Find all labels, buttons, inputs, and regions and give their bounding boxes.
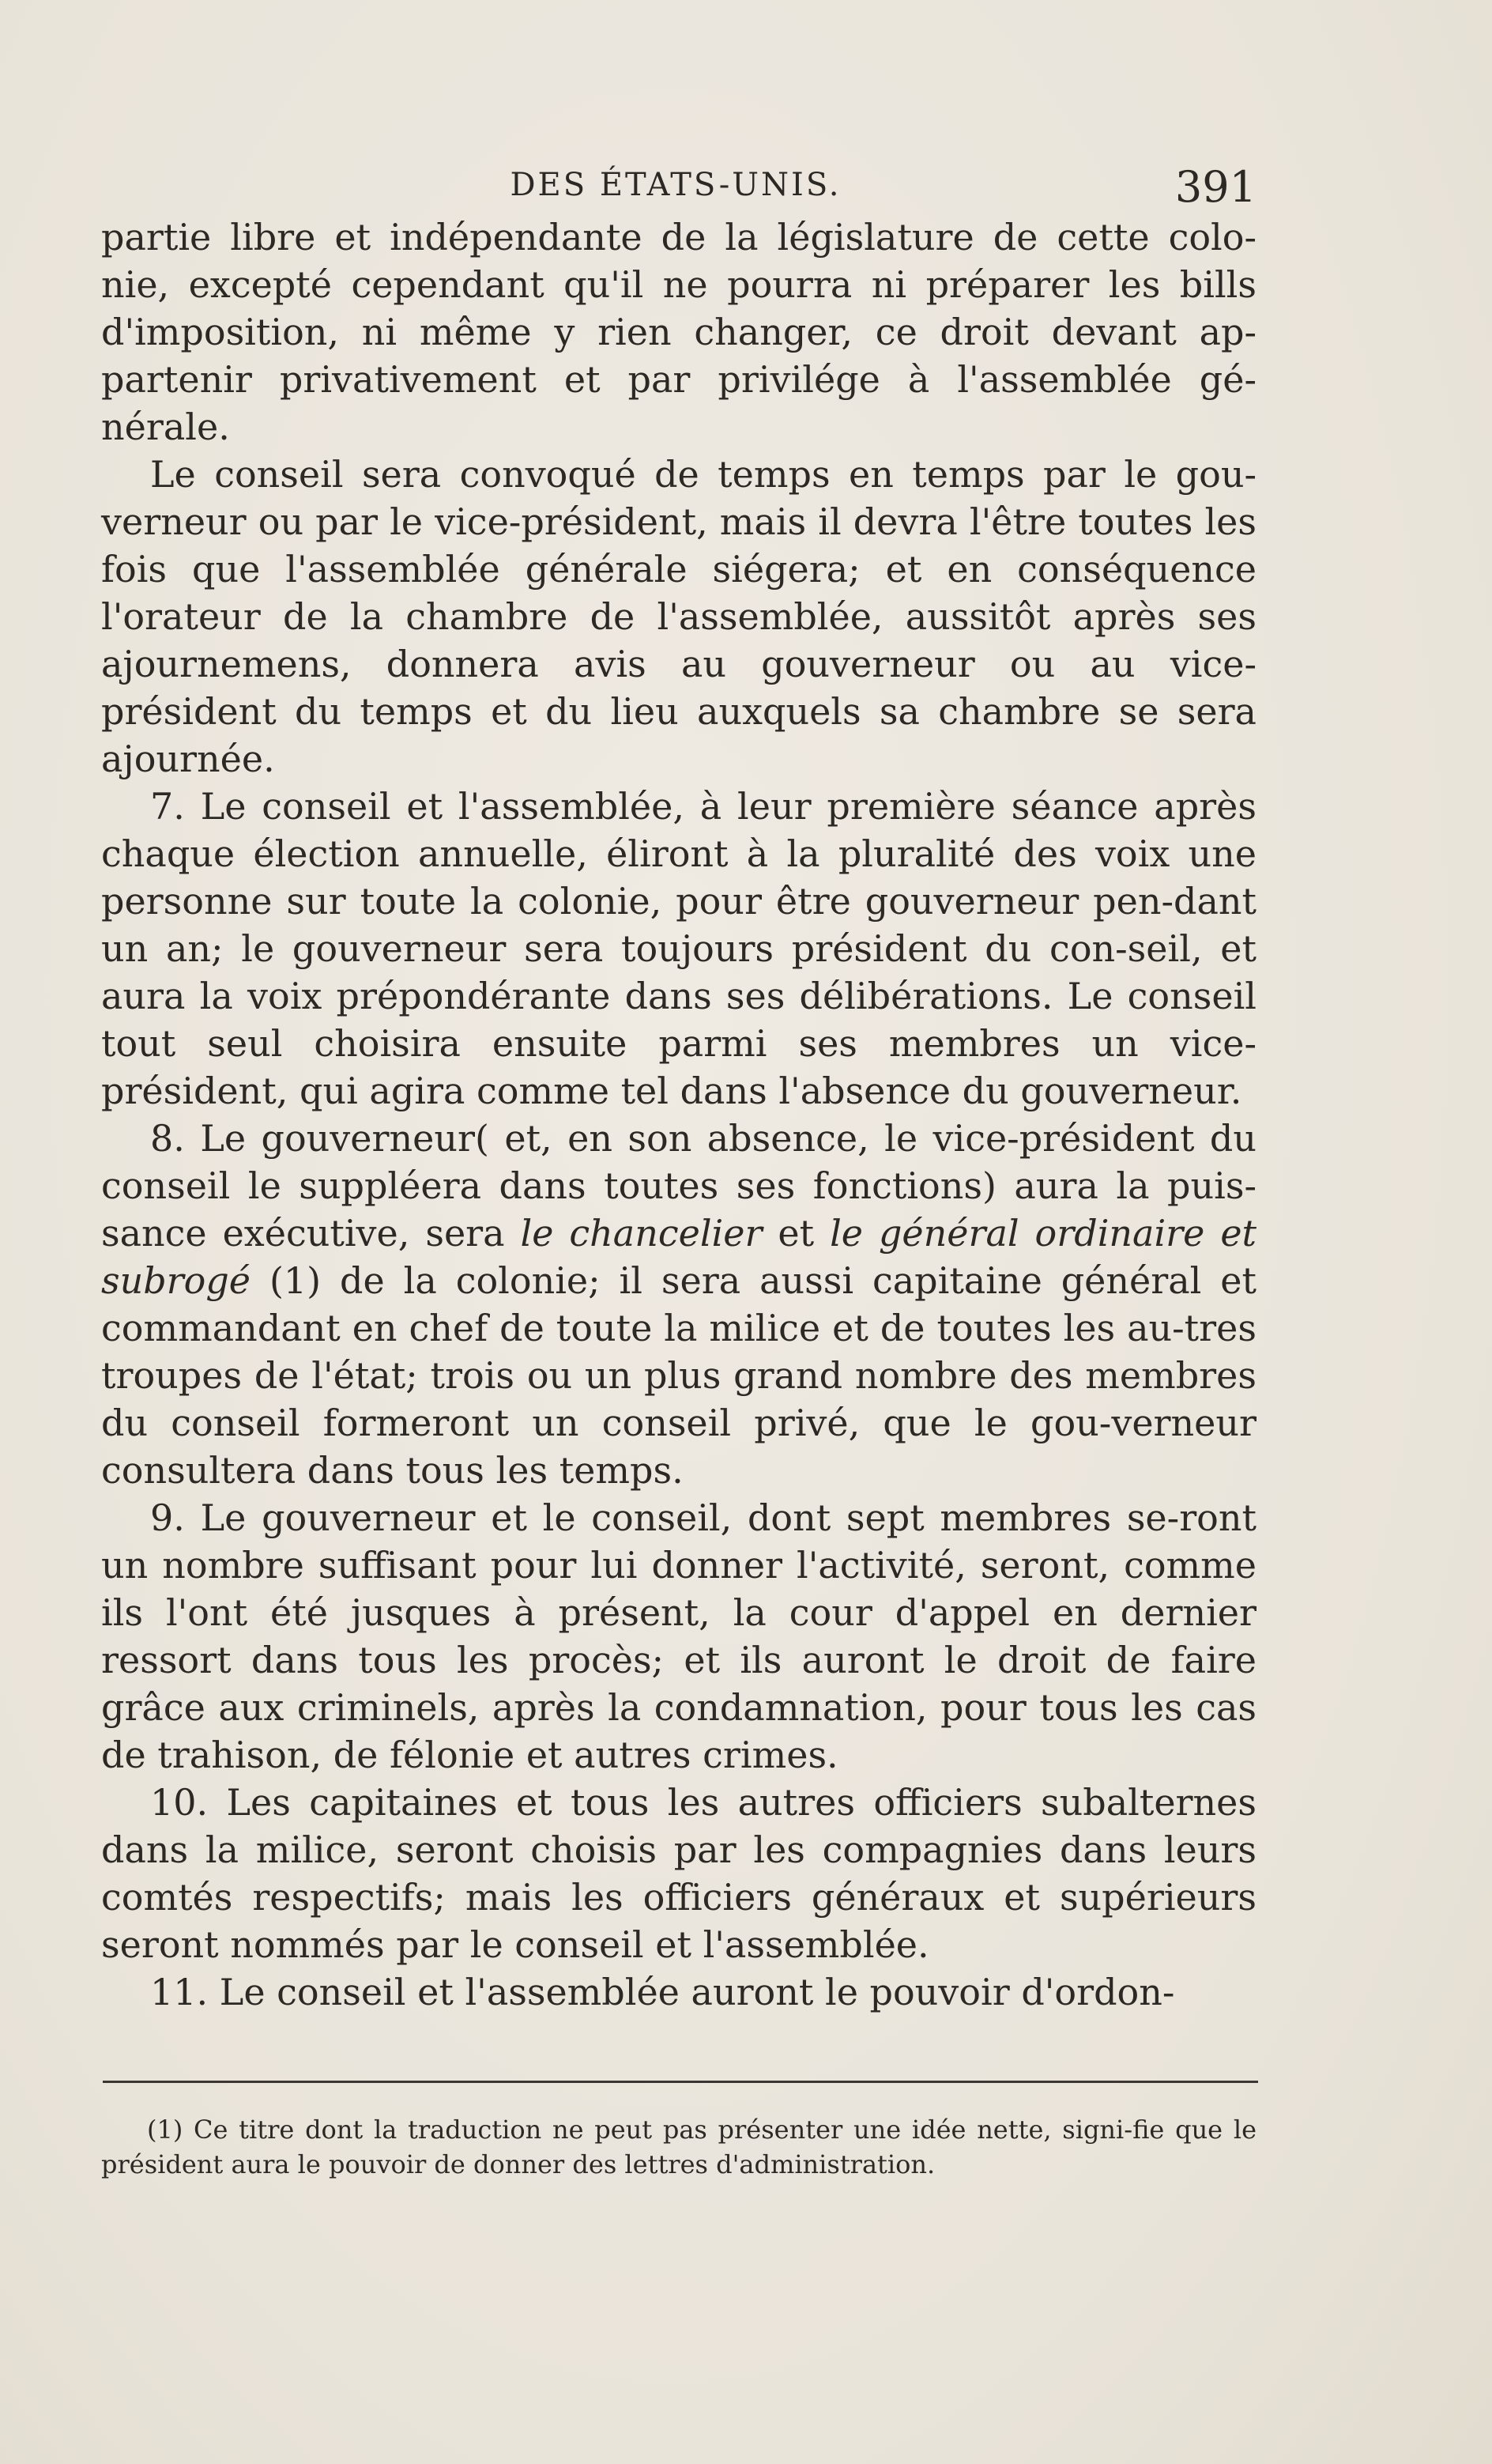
paragraph-article-11: 11. Le conseil et l'assemblée auront le pouvoir d'ordon- <box>150 1971 1175 2013</box>
article-8-italic-chancelier: le chancelier <box>520 1212 763 1255</box>
paragraph-article-7: 7. Le conseil et l'assemblée, à leur première séance après chaque élection annuelle, éliront à la pluralité des voix une personne sur toute la colonie, pour être gouverneur pen-dant un an; le gouverneur sera toujours président du con-seil, et aura la voix prépondérante dans ses délibérations. Le conseil tout seul choisira ensuite parmi ses membres un vice-président, qui agira comme tel dans l'absence du gouverneur. <box>101 785 1257 1112</box>
footnote-text: (1) Ce titre dont la traduction ne peut pas présenter une idée nette, signi-fie que le président aura le pouvoir de donner des lettres d'administration. <box>101 2115 1257 2179</box>
running-head <box>95 162 1257 212</box>
page-number: 391 <box>1174 162 1257 212</box>
paragraph-council-convocation: Le conseil sera convoqué de temps en temps par le gou-verneur ou par le vice-président, mais il devra l'être toutes les fois que l'assemblée générale siégera; et en conséquence l'orateur de la chambre de l'assemblée, aussitôt après ses ajournemens, donnera avis au gouverneur ou au vice-président du temps et du lieu auxquels sa chambre se sera ajournée. <box>101 453 1257 780</box>
article-8-text-after: (1) de la colonie; il sera aussi capitaine général et commandant en chef de toute la milice et de toutes les au-tres troupes de l'état; trois ou un plus grand nombre des membres du conseil formeront un conseil privé, que le gou-verneur consultera dans tous les temps. <box>101 1259 1257 1492</box>
article-8-text-mid: et <box>762 1212 831 1255</box>
body-text <box>101 213 1257 2016</box>
footnote-rule <box>103 2081 1258 2083</box>
paragraph-article-9: 9. Le gouverneur et le conseil, dont sept membres se-ront un nombre suffisant pour lui donner l'activité, seront, comme ils l'ont été jusques à présent, la cour d'appel en dernier ressort dans tous les procès; et ils auront le droit de faire grâce aux criminels, après la condamnation, pour tous les cas de trahison, de félonie et autres crimes. <box>101 1496 1257 1776</box>
footnote <box>101 2112 1257 2182</box>
paragraph-article-10: 10. Les capitaines et tous les autres officiers subalternes dans la milice, seront choisis par les compagnies dans leurs comtés respectifs; mais les officiers généraux et supérieurs seront nommés par le conseil et l'assemblée. <box>101 1781 1257 1966</box>
article-8-italic-general: le général ordinaire et subrogé <box>101 1212 1257 1302</box>
running-title: DES ÉTATS-UNIS. <box>510 167 842 203</box>
article-8-text-before: 8. Le gouverneur( et, en son absence, le vice-président du conseil le suppléera dans toutes ses fonctions) aura la puis-sance exécutive, sera <box>101 1117 1257 1255</box>
paragraph-continuation: partie libre et indépendante de la législature de cette colo-nie, excepté cependant qu'il ne pourra ni préparer les bills d'imposition, ni même y rien changer, ce droit devant ap-partenir privativement et par privilége à l'assemblée gé-nérale. <box>101 216 1257 448</box>
paragraph-article-8 <box>101 1115 1257 1494</box>
